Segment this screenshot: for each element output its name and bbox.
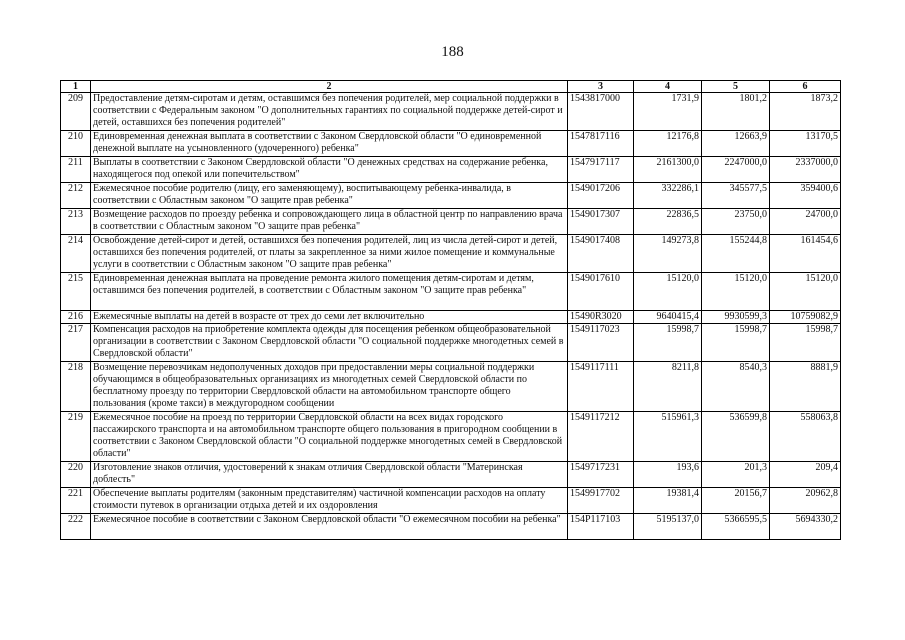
row-value-col5: 12663,9 <box>702 131 770 157</box>
table-row <box>61 514 841 540</box>
row-number: 217 <box>61 324 91 362</box>
row-value-col5: 15120,0 <box>702 273 770 311</box>
table-row <box>61 235 841 273</box>
row-value-col4: 149273,8 <box>634 235 702 273</box>
row-value-col4: 1731,9 <box>634 93 702 131</box>
row-code: 1549117023 <box>568 324 634 362</box>
row-value-col4: 15120,0 <box>634 273 702 311</box>
row-value-col6: 10759082,9 <box>770 311 841 324</box>
row-number: 213 <box>61 209 91 235</box>
table-row <box>61 157 841 183</box>
row-description: Обеспечение выплаты родителям (законным представителям) частичной компенсации расходов на оплату стоимости путевок в организации отдыха детей и их оздоровления <box>91 488 568 514</box>
row-description: Возмещение перевозчикам недополученных доходов при предоставлении меры социальной поддержки обучающимся в общеобразовательных организациях из многодетных семей Свердловской области по бесплатному проезду по территории Свердловской области на автомобильном транспорте общего пользования (кроме такси) в междугородном сообщении <box>91 362 568 412</box>
column-header: 1 <box>61 81 91 93</box>
table-row <box>61 183 841 209</box>
table-row <box>61 311 841 324</box>
table-row <box>61 209 841 235</box>
row-code: 1549117212 <box>568 412 634 462</box>
column-header: 5 <box>702 81 770 93</box>
row-value-col6: 8881,9 <box>770 362 841 412</box>
row-number: 220 <box>61 462 91 488</box>
page-number: 188 <box>441 44 464 60</box>
row-value-col6: 20962,8 <box>770 488 841 514</box>
column-header: 2 <box>91 81 568 93</box>
row-description: Освобождение детей-сирот и детей, оставшихся без попечения родителей, лиц из числа детей-сирот и детей, оставшихся без попечения родителей, от платы за закрепленное за ними жилое помещение и коммунальные услуги в соответствии с Областным законом "О защите прав ребенка" <box>91 235 568 273</box>
row-description: Возмещение расходов по проезду ребенка и сопровождающего лица в областной центр по направлению врача в соответствии с Областным законом "О защите прав ребенка" <box>91 209 568 235</box>
row-description: Единовременная денежная выплата в соответствии с Законом Свердловской области "О единовременной денежной выплате на усыновленного (удочеренного) ребенка" <box>91 131 568 157</box>
row-value-col4: 2161300,0 <box>634 157 702 183</box>
row-code: 1549017206 <box>568 183 634 209</box>
row-value-col4: 19381,4 <box>634 488 702 514</box>
row-value-col6: 15998,7 <box>770 324 841 362</box>
row-value-col5: 345577,5 <box>702 183 770 209</box>
row-code: 154P117103 <box>568 514 634 540</box>
row-value-col6: 15120,0 <box>770 273 841 311</box>
row-value-col5: 5366595,5 <box>702 514 770 540</box>
row-number: 219 <box>61 412 91 462</box>
row-value-col5: 8540,3 <box>702 362 770 412</box>
row-number: 215 <box>61 273 91 311</box>
row-code: 1549017408 <box>568 235 634 273</box>
row-description: Ежемесячное пособие в соответствии с Законом Свердловской области "О ежемесячном пособии на ребенка" <box>91 514 568 540</box>
table-row <box>61 273 841 311</box>
column-header: 3 <box>568 81 634 93</box>
row-value-col6: 24700,0 <box>770 209 841 235</box>
row-value-col5: 536599,8 <box>702 412 770 462</box>
row-value-col5: 23750,0 <box>702 209 770 235</box>
row-description: Предоставление детям-сиротам и детям, оставшимся без попечения родителей, мер социальной поддержки в соответствии с Федеральным законом "О дополнительных гарантиях по социальной поддержке детей-сирот и детей, оставшихся без попечения родителей" <box>91 93 568 131</box>
row-code: 1547817116 <box>568 131 634 157</box>
table-row <box>61 131 841 157</box>
row-value-col6: 2337000,0 <box>770 157 841 183</box>
row-value-col6: 359400,6 <box>770 183 841 209</box>
row-code: 1549117111 <box>568 362 634 412</box>
row-value-col5: 20156,7 <box>702 488 770 514</box>
row-description: Компенсация расходов на приобретение комплекта одежды для посещения ребенком общеобразовательной организации в соответствии с Законом Свердловской области "О социальной поддержке многодетных семей в Свердловской области" <box>91 324 568 362</box>
row-description: Ежемесячное пособие на проезд по территории Свердловской области на всех видах городского пассажирского транспорта и на автомобильном транспорте общего пользования в пригородном сообщении в соответствии с Законом Свердловской области "О социальной поддержке многодетных семей в Свердловской области" <box>91 412 568 462</box>
row-value-col6: 5694330,2 <box>770 514 841 540</box>
row-value-col5: 201,3 <box>702 462 770 488</box>
row-code: 1549017610 <box>568 273 634 311</box>
table-row <box>61 488 841 514</box>
row-value-col6: 161454,6 <box>770 235 841 273</box>
row-description: Ежемесячные выплаты на детей в возрасте от трех до семи лет включительно <box>91 311 568 324</box>
row-number: 212 <box>61 183 91 209</box>
row-value-col6: 558063,8 <box>770 412 841 462</box>
row-value-col4: 5195137,0 <box>634 514 702 540</box>
row-value-col5: 155244,8 <box>702 235 770 273</box>
budget-table <box>60 80 841 540</box>
row-code: 15490R3020 <box>568 311 634 324</box>
row-description: Ежемесячное пособие родителю (лицу, его заменяющему), воспитывающему ребенка-инвалида, в соответствии с Областным законом "О защите прав ребенка" <box>91 183 568 209</box>
row-code: 1549917702 <box>568 488 634 514</box>
row-number: 214 <box>61 235 91 273</box>
table-row <box>61 362 841 412</box>
row-number: 221 <box>61 488 91 514</box>
table-row <box>61 462 841 488</box>
row-code: 1547917117 <box>568 157 634 183</box>
row-value-col5: 15998,7 <box>702 324 770 362</box>
row-value-col5: 2247000,0 <box>702 157 770 183</box>
row-description: Единовременная денежная выплата на проведение ремонта жилого помещения детям-сиротам и детям, оставшимся без попечения родителей, в соответствии с Областным законом "О защите прав ребенка" <box>91 273 568 311</box>
row-number: 210 <box>61 131 91 157</box>
row-code: 1543817000 <box>568 93 634 131</box>
row-number: 209 <box>61 93 91 131</box>
row-value-col4: 193,6 <box>634 462 702 488</box>
column-header: 4 <box>634 81 702 93</box>
row-value-col6: 209,4 <box>770 462 841 488</box>
row-number: 211 <box>61 157 91 183</box>
row-value-col6: 13170,5 <box>770 131 841 157</box>
table-row <box>61 93 841 131</box>
row-value-col4: 8211,8 <box>634 362 702 412</box>
row-value-col4: 15998,7 <box>634 324 702 362</box>
row-number: 218 <box>61 362 91 412</box>
row-code: 1549017307 <box>568 209 634 235</box>
row-value-col4: 332286,1 <box>634 183 702 209</box>
row-value-col4: 22836,5 <box>634 209 702 235</box>
row-value-col4: 12176,8 <box>634 131 702 157</box>
column-header: 6 <box>770 81 841 93</box>
row-value-col5: 1801,2 <box>702 93 770 131</box>
row-number: 216 <box>61 311 91 324</box>
row-description: Выплаты в соответствии с Законом Свердловской области "О денежных средствах на содержание ребенка, находящегося под опекой или попечительством" <box>91 157 568 183</box>
row-value-col6: 1873,2 <box>770 93 841 131</box>
row-value-col4: 9640415,4 <box>634 311 702 324</box>
table-header-row <box>61 81 841 93</box>
row-value-col4: 515961,3 <box>634 412 702 462</box>
table-row <box>61 324 841 362</box>
row-value-col5: 9930599,3 <box>702 311 770 324</box>
table-row <box>61 412 841 462</box>
row-description: Изготовление знаков отличия, удостоверений к знакам отличия Свердловской области "Материнская доблесть" <box>91 462 568 488</box>
row-code: 1549717231 <box>568 462 634 488</box>
row-number: 222 <box>61 514 91 540</box>
